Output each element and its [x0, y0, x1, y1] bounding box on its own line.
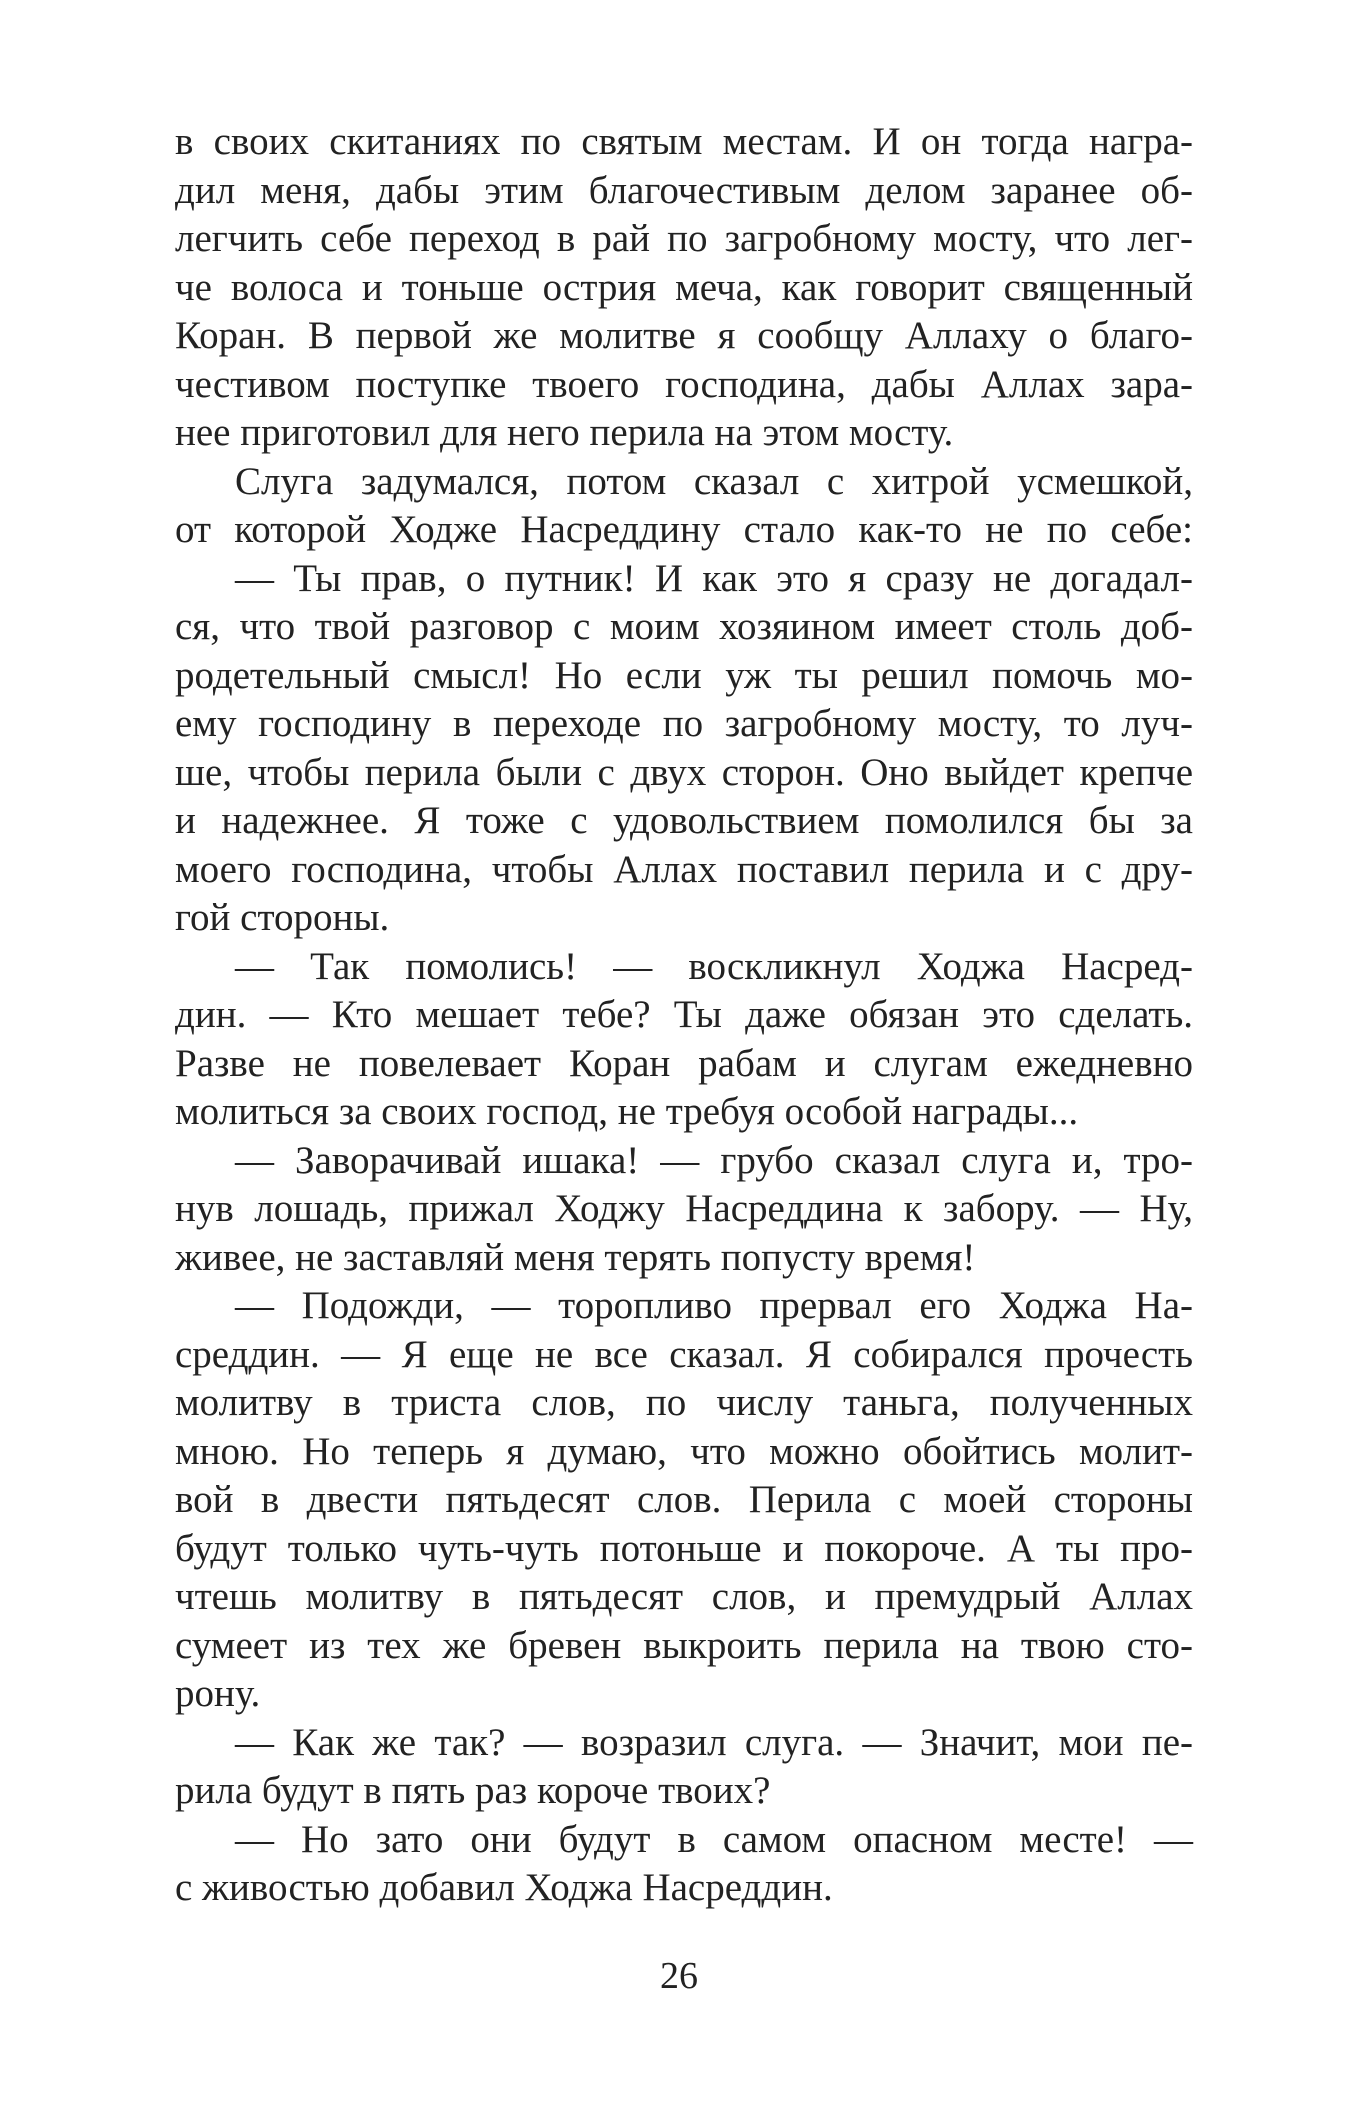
- text-line: нув лошадь, прижал Ходжу Насреддина к забору. — Ну,: [175, 1187, 1193, 1230]
- text-line: моего господина, чтобы Аллах поставил перила и с дру-: [175, 847, 1193, 891]
- text-line: нее приготовил для него перила на этом мосту.: [175, 411, 954, 454]
- text-line: сумеет из тех же бревен выкроить перила на твою сто-: [175, 1623, 1193, 1667]
- text-line: ся, что твой разговор с моим хозяином имеет столь доб-: [175, 605, 1193, 648]
- text-line: легчить себе переход в рай по загробному мосту, что лег-: [175, 217, 1193, 260]
- page-text: [175, 118, 1193, 1913]
- text-line: чтешь молитву в пятьдесят слов, и премудрый Аллах: [175, 1575, 1193, 1618]
- text-line: молитву в триста слов, по числу таньга, полученных: [175, 1381, 1193, 1424]
- text-line: рону.: [175, 1672, 261, 1715]
- text-line: ему господину в переходе по загробному мосту, то луч-: [175, 702, 1193, 745]
- text-line: мною. Но теперь я думаю, что можно обойтись молит-: [175, 1429, 1193, 1473]
- text-line: в своих скитаниях по святым местам. И он тогда награ-: [175, 120, 1193, 163]
- text-line: дин. — Кто мешает тебе? Ты даже обязан это сделать.: [175, 993, 1193, 1036]
- page-number: 26: [660, 1955, 698, 1997]
- text-line: среддин. — Я еще не все сказал. Я собирался прочесть: [175, 1332, 1193, 1376]
- text-line: — Так помолись! — воскликнул Ходжа Насред-: [235, 944, 1193, 988]
- text-line: — Ты прав, о путник! И как это я сразу не догадал-: [235, 556, 1193, 600]
- text-line: дил меня, дабы этим благочестивым делом заранее об-: [175, 168, 1193, 212]
- text-line: — Как же так? — возразил слуга. — Значит, мои пе-: [235, 1720, 1193, 1764]
- text-line: от которой Ходже Насреддину стало как-то не по себе:: [175, 508, 1193, 551]
- text-line: молиться за своих господ, не требуя особой награды...: [175, 1090, 1079, 1133]
- text-line: — Но зато они будут в самом опасном месте! —: [235, 1817, 1193, 1861]
- text-line: Коран. В первой же молитве я сообщу Аллаху о благо-: [175, 314, 1193, 357]
- text-line: ше, чтобы перила были с двух сторон. Оно выйдет крепче: [175, 750, 1193, 794]
- text-line: вой в двести пятьдесят слов. Перила с моей стороны: [175, 1478, 1193, 1521]
- text-line: Слуга задумался, потом сказал с хитрой усмешкой,: [235, 459, 1193, 503]
- text-line: будут только чуть-чуть потоньше и покороче. А ты про-: [175, 1526, 1193, 1570]
- text-line: с живостью добавил Ходжа Насреддин.: [175, 1866, 833, 1909]
- text-line: Разве не повелевает Коран рабам и слугам ежедневно: [175, 1041, 1193, 1085]
- text-line: и надежнее. Я тоже с удовольствием помолился бы за: [175, 799, 1193, 842]
- text-line: рила будут в пять раз короче твоих?: [175, 1769, 771, 1812]
- text-line: че волоса и тоньше острия меча, как говорит священный: [175, 265, 1193, 309]
- text-line: честивом поступке твоего господина, дабы Аллах зара-: [175, 362, 1193, 406]
- text-line: живее, не заставляй меня терять попусту время!: [175, 1235, 976, 1279]
- text-line: гой стороны.: [175, 896, 390, 939]
- text-line: — Подожди, — торопливо прервал его Ходжа На-: [235, 1284, 1193, 1327]
- text-line: — Заворачивай ишака! — грубо сказал слуга и, тро-: [235, 1138, 1193, 1182]
- text-line: родетельный смысл! Но если уж ты решил помочь мо-: [175, 653, 1193, 697]
